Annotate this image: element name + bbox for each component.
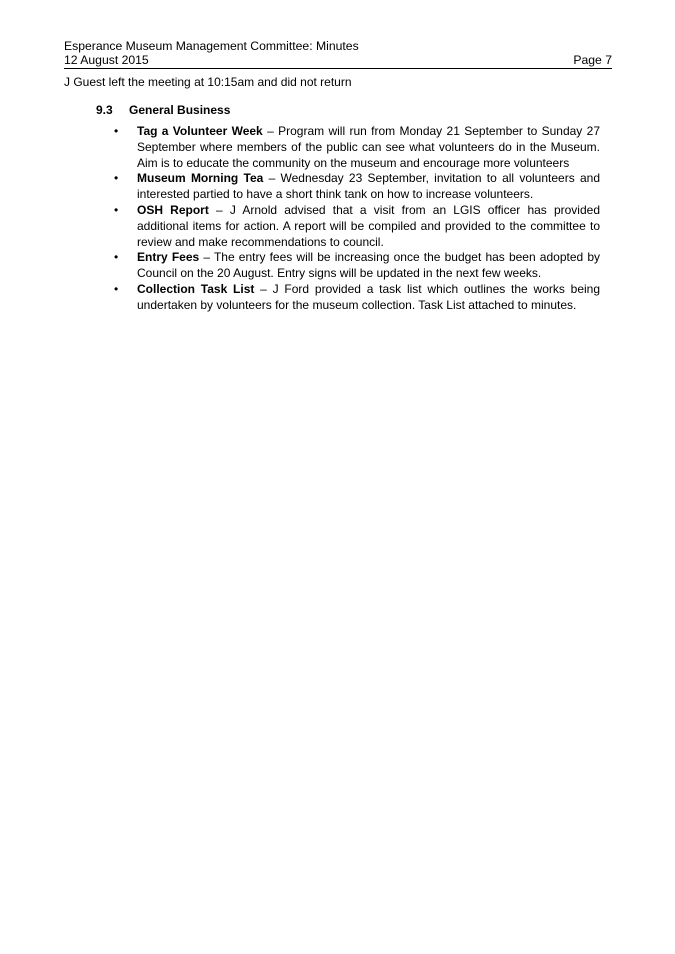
- item-label: Collection Task List: [137, 281, 255, 296]
- bullet-icon: •: [114, 281, 119, 296]
- page-header: [64, 39, 612, 67]
- item-label: Entry Fees: [137, 250, 200, 265]
- bullet-icon: •: [114, 124, 119, 138]
- header-divider: [64, 68, 612, 69]
- list-item: [112, 250, 600, 282]
- item-text: – The entry fees will be increasing once the budget has been adopted by Council on the 20 August. Entry signs will be updated in the next few weeks.: [137, 250, 600, 281]
- bullet-icon: •: [114, 250, 119, 265]
- item-label: OSH Report: [137, 202, 209, 217]
- page-number: Page 7: [573, 53, 612, 67]
- item-text: – J Ford provided a task list which outlines the works being undertaken by volunteers for the museum collection. Task List attached to minutes.: [137, 281, 601, 312]
- list-item: [112, 203, 600, 250]
- section-title: General Business: [129, 103, 231, 117]
- item-text: – Wednesday 23 September, invitation to all volunteers and interested partied to have a short think tank on how to increase volunteers.: [137, 171, 600, 202]
- item-label: Tag a Volunteer Week: [137, 124, 263, 138]
- list-item: [112, 171, 600, 203]
- item-text: – J Arnold advised that a visit from an LGIS officer has provided additional items for action. A report will be compiled and provided to the committee to review and make recommendations to council.: [137, 202, 600, 249]
- section-number: 9.3: [96, 103, 113, 117]
- bullet-icon: •: [114, 171, 119, 186]
- item-text: – Program will run from Monday 21 September to Sunday 27 September where members of the public can see what volunteers do in the Museum. Aim is to educate the community on the museum and encourage more volunteers: [137, 124, 600, 170]
- header-date: 12 August 2015: [64, 53, 149, 67]
- section-heading: [96, 103, 230, 117]
- meeting-note: J Guest left the meeting at 10:15am and did not return: [64, 75, 352, 89]
- list-item: [112, 124, 600, 171]
- item-label: Museum Morning Tea: [137, 171, 264, 186]
- header-row: [64, 53, 612, 67]
- header-title: Esperance Museum Management Committee: Minutes: [64, 39, 359, 53]
- list-item: [112, 282, 600, 314]
- business-list: [112, 124, 600, 314]
- bullet-icon: •: [114, 202, 119, 217]
